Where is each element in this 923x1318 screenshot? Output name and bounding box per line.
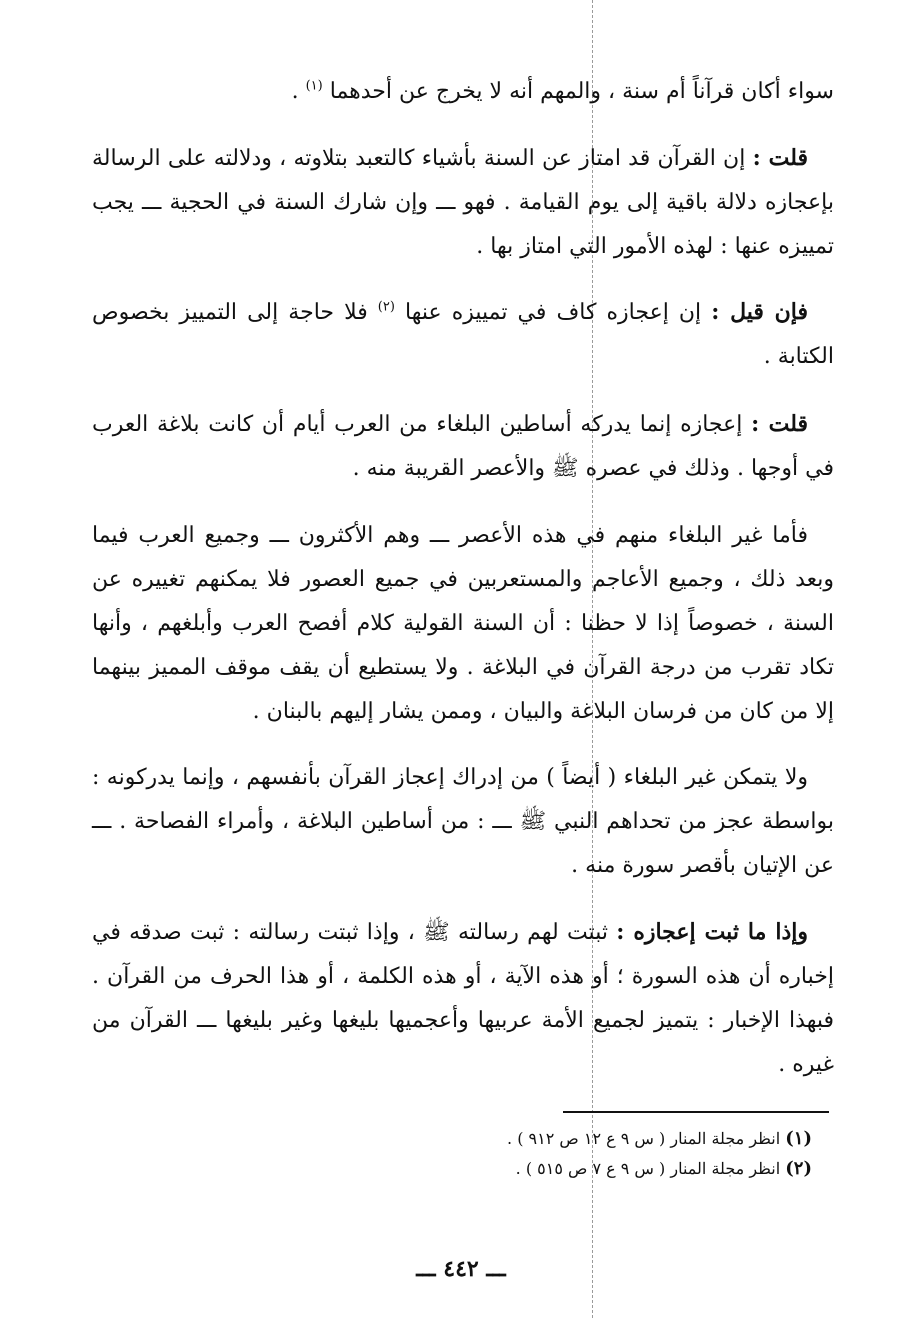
paragraph-1-text: سواء أكان قرآناً أم سنة ، والمهم أنه لا يخرج عن أحدهما: [329, 79, 834, 104]
paragraph-7-text: ثبتت لهم رسالته ﷺ ، وإذا ثبتت رسالته : ثبت صدقه في إخباره أن هذه السورة ؛ أو هذه الآية ، أو هذه الكلمة ، أو هذا الحرف من القرآن . فبهذا الإخبار : يتميز لجميع الأمة عربيها وأعجميها بليغها وغير بليغها ـــ القرآن من غيره .: [92, 920, 834, 1077]
paragraph-1: [92, 70, 834, 114]
footnotes: [300, 1124, 812, 1184]
paragraph-4-text: إعجازه إنما يدركه أساطين البلغاء من العرب أيام أن كانت بلاغة العرب في أوجها . وذلك في عصره ﷺ والأعصر القريبة منه .: [92, 412, 834, 481]
paragraph-3: [92, 290, 834, 379]
paragraph-1-tail: .: [291, 79, 299, 104]
paragraph-3-text: إن إعجازه كاف في تمييزه عنها: [405, 300, 712, 325]
paragraph-3-tail: فلا حاجة إلى التمييز بخصوص الكتابة .: [92, 300, 834, 369]
footnote-ref-1[interactable]: (١): [305, 78, 323, 94]
paragraph-6: [92, 756, 834, 888]
footnote-1: [300, 1124, 812, 1154]
footnote-1-mark: (١): [785, 1128, 812, 1149]
paragraph-5-text: فأما غير البلغاء منهم في هذه الأعصر ـــ وهم الأكثرون ـــ وجميع العرب فيما وبعد ذلك ، وجميع الأعاجم والمستعربين في جميع العصور فلا يمكنهم تغييره عن السنة ، خصوصاً إذا لا حظنا : أن السنة القولية كلام أفصح العرب وأبلغهم ، وأنها تكاد تقرب من درجة القرآن في البلاغة . ولا يستطيع أن يقف موقف المميز بينهما إلا من كان من فرسان البلاغة والبيان ، وممن يشار إليهم بالبنان .: [92, 523, 834, 724]
footnote-2-text: انظر مجلة المنار ( س ٩ ع ٧ ص ٥١٥ ) .: [515, 1159, 786, 1178]
paragraph-4-lead: قلت :: [751, 411, 809, 437]
paragraph-3-lead: فإن قيل :: [711, 299, 808, 325]
paragraph-6-text: ولا يتمكن غير البلغاء ( أيضاً ) من إدراك إعجاز القرآن بأنفسهم ، وإنما يدركونه : بواسطة عجز من تحداهم النبي ﷺ ـــ : من أساطين البلاغة ، وأمراء الفصاحة . ـــ عن الإتيان بأقصر سورة منه .: [92, 765, 834, 878]
paragraph-5: [92, 514, 834, 734]
footnote-2: [300, 1154, 812, 1184]
footnote-ref-2[interactable]: (٢): [377, 299, 395, 315]
paragraph-2-text: إن القرآن قد امتاز عن السنة بأشياء كالتعبد بتلاوته ، ودلالته على الرسالة بإعجازه دلالة باقية إلى يوم القيامة . فهو ـــ وإن شارك السنة في الحجية ـــ يجب تمييزه عنها : لهذه الأمور التي امتاز بها .: [92, 146, 834, 259]
paragraph-2: [92, 136, 834, 269]
paragraph-7: [92, 910, 834, 1087]
paragraph-7-lead: وإذا ما ثبت إعجازه :: [616, 919, 808, 945]
footnote-1-text: انظر مجلة المنار ( س ٩ ع ١٢ ص ٩١٢ ) .: [507, 1129, 786, 1148]
footnote-2-mark: (٢): [785, 1158, 812, 1179]
paragraph-2-lead: قلت :: [752, 145, 809, 171]
footnote-separator: [563, 1111, 829, 1113]
paragraph-4: [92, 402, 834, 491]
page-number: ـــ ٤٤٢ ـــ: [416, 1256, 506, 1282]
